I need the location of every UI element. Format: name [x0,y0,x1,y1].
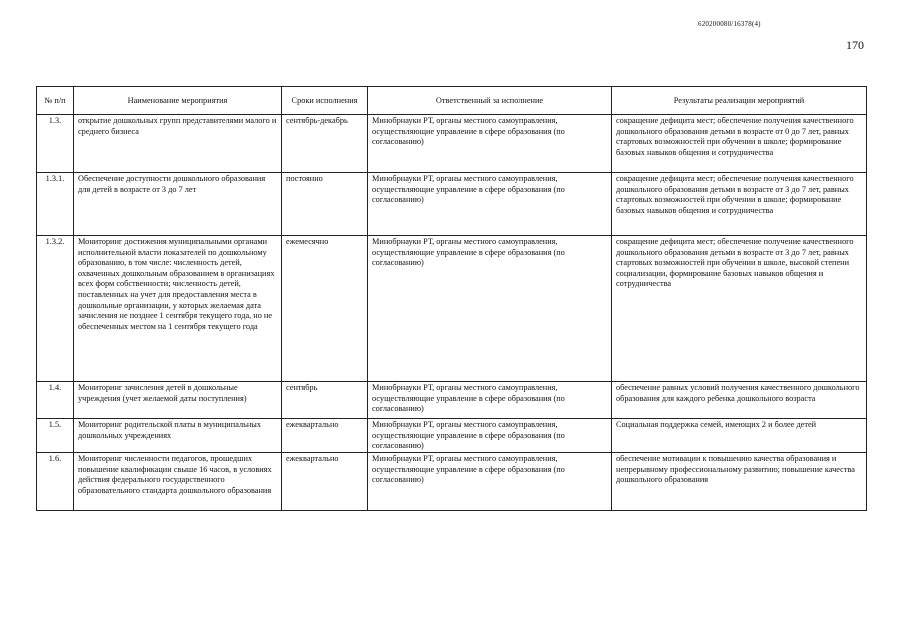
column-header-name: Наименование мероприятия [74,87,282,115]
table-row [37,453,867,511]
measure-term: сентябрь-декабрь [282,115,368,173]
measure-term: ежемесячно [282,236,368,382]
measure-term: постоянно [282,173,368,236]
measure-name: Обеспечение доступности дошкольного образования для детей в возрасте от 3 до 7 лет [74,173,282,236]
measure-result: сокращение дефицита мест; обеспечение получения качественного дошкольного образования детьми в возрасте от 0 до 7 лет, равных стартовых возможностей при обучении в школе; формирование базовых навыков общения и сотрудничества [612,115,867,173]
table-header-row [37,87,867,115]
measure-responsible: Минобрнауки РТ, органы местного самоуправления, осуществляющие управление в сфере образования (по согласованию) [368,419,612,453]
measure-responsible: Минобрнауки РТ, органы местного самоуправления, осуществляющие управление в сфере образования (по согласованию) [368,236,612,382]
table-row [37,419,867,453]
measure-result: сокращение дефицита мест; обеспечение получения качественного дошкольного образования детьми в возрасте от 3 до 7 лет, равных стартовых возможностей при обучении в школе; формирование базовых навыков общения и сотрудничества [612,173,867,236]
measure-name: открытие дошкольных групп представителями малого и среднего бизнеса [74,115,282,173]
document-id: 620200080/16378(4) [698,20,761,28]
row-number: 1.3. [37,115,74,173]
row-number: 1.5. [37,419,74,453]
measures-table [36,86,867,511]
row-number: 1.6. [37,453,74,511]
measure-responsible: Минобрнауки РТ, органы местного самоуправления, осуществляющие управление в сфере образования (по согласованию) [368,382,612,419]
table-row [37,173,867,236]
measure-responsible: Минобрнауки РТ, органы местного самоуправления, осуществляющие управление в сфере образования (по согласованию) [368,173,612,236]
measure-result: обеспечение мотивации к повышению качества образования и непрерывному профессиональному развитию; повышение качества дошкольного образования [612,453,867,511]
measure-responsible: Минобрнауки РТ, органы местного самоуправления, осуществляющие управление в сфере образования (по согласованию) [368,115,612,173]
column-header-number: № п/п [37,87,74,115]
row-number: 1.3.2. [37,236,74,382]
row-number: 1.3.1. [37,173,74,236]
row-number: 1.4. [37,382,74,419]
measure-responsible: Минобрнауки РТ, органы местного самоуправления, осуществляющие управление в сфере образования (по согласованию) [368,453,612,511]
table-row [37,236,867,382]
page-number: 170 [846,38,864,52]
measure-name: Мониторинг зачисления детей в дошкольные учреждения (учет желаемой даты поступления) [74,382,282,419]
column-header-term: Сроки исполнения [282,87,368,115]
column-header-responsible: Ответственный за исполнение [368,87,612,115]
measure-name: Мониторинг численности педагогов, прошедших повышение квалификации свыше 16 часов, в условиях действия федерального государственного образовательного стандарта дошкольного образования [74,453,282,511]
measure-name: Мониторинг достижения муниципальными органами исполнительной власти показателей по дошкольному образованию, в том числе: численность детей, охваченных дошкольным образованием в организациях всех форм собственности; численность детей, поставленных на учет для предоставления места в дошкольные организации, у которых желаемая дата зачисления не позднее 1 сентября текущего года, но не обеспеченных местом на 1 сентября текущего года [74,236,282,382]
column-header-result: Результаты реализации мероприятий [612,87,867,115]
measure-result: обеспечение равных условий получения качественного дошкольного образования для каждого ребенка дошкольного возраста [612,382,867,419]
measure-result: сокращение дефицита мест; обеспечение получение качественного дошкольного образования детьми в возрасте от 3 до 7 лет, равных стартовых возможностей при обучении в школе, высокой степени социализации, формирование базовых навыков общения и сотрудничества [612,236,867,382]
measure-result: Социальная поддержка семей, имеющих 2 и более детей [612,419,867,453]
measure-term: ежеквартально [282,419,368,453]
measure-term: ежеквартально [282,453,368,511]
table-row [37,115,867,173]
measure-term: сентябрь [282,382,368,419]
measure-name: Мониторинг родительской платы в муниципальных дошкольных учреждениях [74,419,282,453]
table-row [37,382,867,419]
